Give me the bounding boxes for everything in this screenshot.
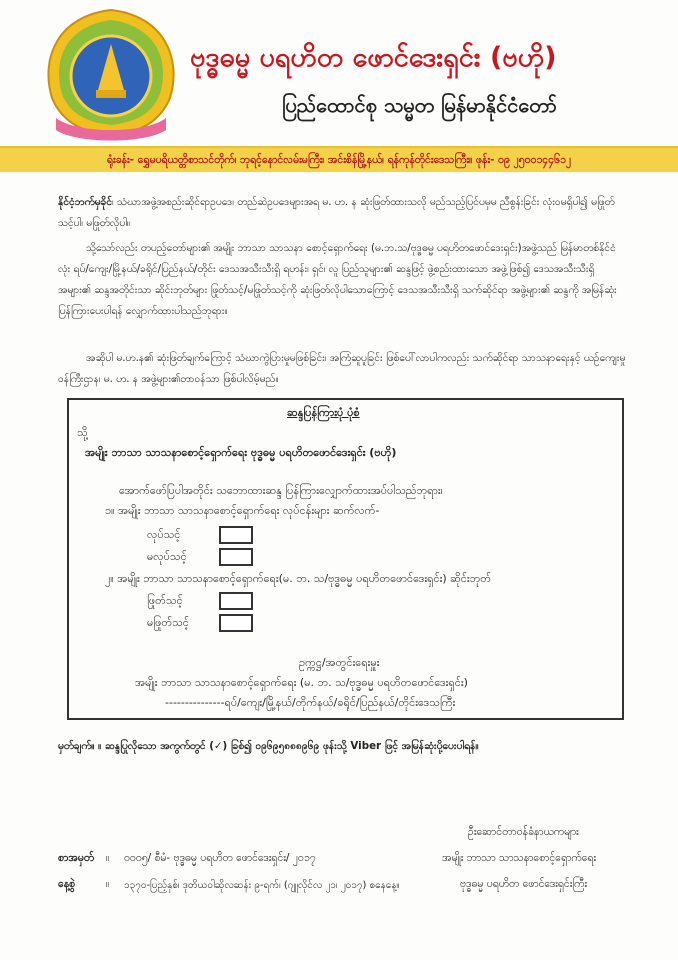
date-value: ၁၃၇၀-ပြည့်နှစ်၊ ဒုတိယဝါဆိုလဆန်း ၉-ရက်၊ (ဂျူလိုင်လ ၂၁၊ ၂၀၁၇) စနေနေ့။ [124, 880, 400, 891]
ref-label: စာအမှတ် [58, 852, 95, 864]
q2-no-label: မဖြုတ်သင့် [147, 616, 189, 629]
q2-yes-label: ဖြုတ်သင့် [147, 594, 183, 607]
question-1: ၁။ အမျိုး ဘာသာ သာသနာစောင့်ရှောက်ရေး လုပ်ငန်းများ ဆက်လက်- [105, 504, 380, 517]
paragraph-1 [58, 192, 626, 234]
form-to: သို့ [77, 426, 88, 439]
form-title: ဆန္ဒပြန်ကြားပုံ ပုံစံ [287, 406, 360, 419]
sender-org-line1: အမျိုး ဘာသာ သာသနာစောင့်ရှောက်ရေး [442, 852, 597, 864]
q1-yes-checkbox[interactable] [219, 526, 253, 544]
form-intro: အောက်ဖော်ပြပါအတိုင်း သဘောထားဆန္ဒ ပြန်ကြားလျှောက်ထားအပ်ပါသည်ဘုရား၊ [119, 484, 443, 497]
foundation-logo [36, 6, 186, 146]
paragraph-1-lead: နိုင်ငံ့ဘက်မှခိုင် [58, 196, 113, 208]
paragraph-3: အဆိုပါ မ.ဟ.န၏ ဆုံးဖြတ်ချက်ကြောင့် သံဃာကွဲပြားမှုမဖြစ်ခြင်း၊ အကြံဆူပူခြင်း ဖြစ်ပေါ်လာပါကလည်း သက်ဆိုင်ရာ သာသနာရေးနှင့် ယဉ်ကျေးမှုဝန်ကြီးဌာန၊ မ. ဟ. န အဖွဲ့များ၏တာဝန်သာ ဖြစ်ပါလိမ့်မည်။ [58, 352, 626, 385]
question-2: ၂။ အမျိုး ဘာသာ သာသနာစောင့်ရှောက်ရေး(မ. ဘ. သ/ဗုဒ္ဓဓမ္မ ပရဟိတဖောင်ဒေးရှင်း) ဆိုင်းဘုတ် [105, 572, 491, 585]
q2-yes-checkbox[interactable] [219, 592, 253, 610]
signature-location: ---------------ရပ်/ကျေး/မြို့နယ်/တိုက်နယ်/ခရိုင်/ပြည်နယ်/တိုင်းဒေသကြီး [165, 696, 456, 709]
country-subtitle: ပြည်ထောင်စု သမ္မတ မြန်မာနိုင်ငံတော် [282, 93, 557, 117]
q2-no-checkbox[interactable] [219, 614, 253, 632]
document-title: ဗုဒ္ဓဓမ္မ ပရဟိတ ဖောင်ဒေးရှင်း (ဗဟို) [190, 42, 557, 73]
sender-heading: ဦးဆောင်တာဝန်ခံနာယကများ [468, 826, 579, 838]
date-label: နေ့စွဲ [58, 878, 76, 890]
sender-org-line2: ဗုဒ္ဓဓမ္မ ပရဟိတ ဖောင်ဒေးရှင်းကြီး [460, 878, 588, 890]
paragraph-2: သို့သော်လည်း တပည့်တော်များ၏ အမျိုး ဘာသာ သာသနာ စောင့်ရှောက်ရေး (မ.ဘ.သ/ဗုဒ္ဓဓမ္မ ပရဟိတဖောင်ဒေးရှင်း)အဖွဲ့သည် မြန်မာတစ်နိုင်ငံလုံး ရပ်/ကျေး/မြို့နယ်/ခရိုင်/ပြည်နယ်/တိုင်း ဒေသအသီးသီးရှိ ရဟန်း၊ ရှင်၊ လူ ပြည်သူများ၏ ဆန္ဒဖြင့် ဖွဲ့စည်းထားသော အဖွဲ့ဖြစ်၍ ဒေသအသီးသီးရှိ အများ၏ ဆန္ဒအတိုင်းသာ ဆိုင်းဘုတ်များ ဖြုတ်သင့်/မဖြုတ်သင့်ကို ဆုံးဖြတ်လိုပါသောကြောင့် ဒေသအသီးသီးရှိ သက်ဆိုင်ရာ အဖွဲ့များ၏ ဆန္ဒကို အမြန်ဆုံး ပြန်ကြားပေးပါရန် လျှောက်ထားပါသည်ဘုရား။ [58, 242, 617, 317]
form-addressee: အမျိုး ဘာသာ သာသနာစောင့်ရှောက်ရေး ဗုဒ္ဓဓမ္မ ပရဟိတဖောင်ဒေးရှင်း (ဗဟို) [85, 446, 397, 459]
q1-no-checkbox[interactable] [219, 548, 253, 566]
address-banner: ရုံးခန်း- ရွှေမပရိယတ္တိစာသင်တိုက်၊ ဘုရင့်နောင်လမ်းမကြီး၊ အင်းစိန်မြို့နယ်၊ ရန်ကုန်တိုင်းဒေသကြီး။ ဖုန်း- ၀၉ ၂၅၀၀၁၄၄၆၁၂ [0, 146, 678, 172]
signature-role: ဥက္ကဋ္ဌ/အတွင်းရေးမှူး [299, 656, 380, 669]
response-form [67, 398, 624, 720]
signature-org: အမျိုး ဘာသာ သာသနာစောင့်ရှောက်ရေး (မ. ဘ. သ/ဗုဒ္ဓဓမ္မ ပရဟိတဖောင်ဒေးရှင်း) [135, 676, 468, 689]
paragraph-1-text: ၊ သံဃာအဖွဲ့အစည်းဆိုင်ရာဥပဒေ၊ တည်ဆဲဥပဒေများအရ မ. ဟ. န ဆုံးဖြတ်ထားသလို မည်သည့်ပြင်ပမှမ ညီစွန်းခြင်း လုံးဝမရှိပါ၍ မဖြုတ်သင့်ပါ၊ မဖြုတ်လိုပါ။ [58, 196, 615, 229]
ref-value: ၀၀၀၅/ စီမံ- ဗုဒ္ဓဓမ္မ ပရဟိတ ဖောင်ဒေးရှင်း/ ၂၀၁၇ [124, 852, 316, 864]
q1-no-label: မလုပ်သင့် [147, 550, 187, 563]
q1-yes-label: လုပ်သင့် [147, 528, 181, 541]
note: မှတ်ချက်။ ။ ဆန္ဒပြုလိုသော အကွက်တွင် (✓) ခြစ်၍ ၀၉၆၉၅၈၈၈၉၆၉ ဖုန်းသို့ Viber ဖြင့် အမြန်ဆုံးပို့ပေးပါရန်။ [58, 740, 479, 752]
